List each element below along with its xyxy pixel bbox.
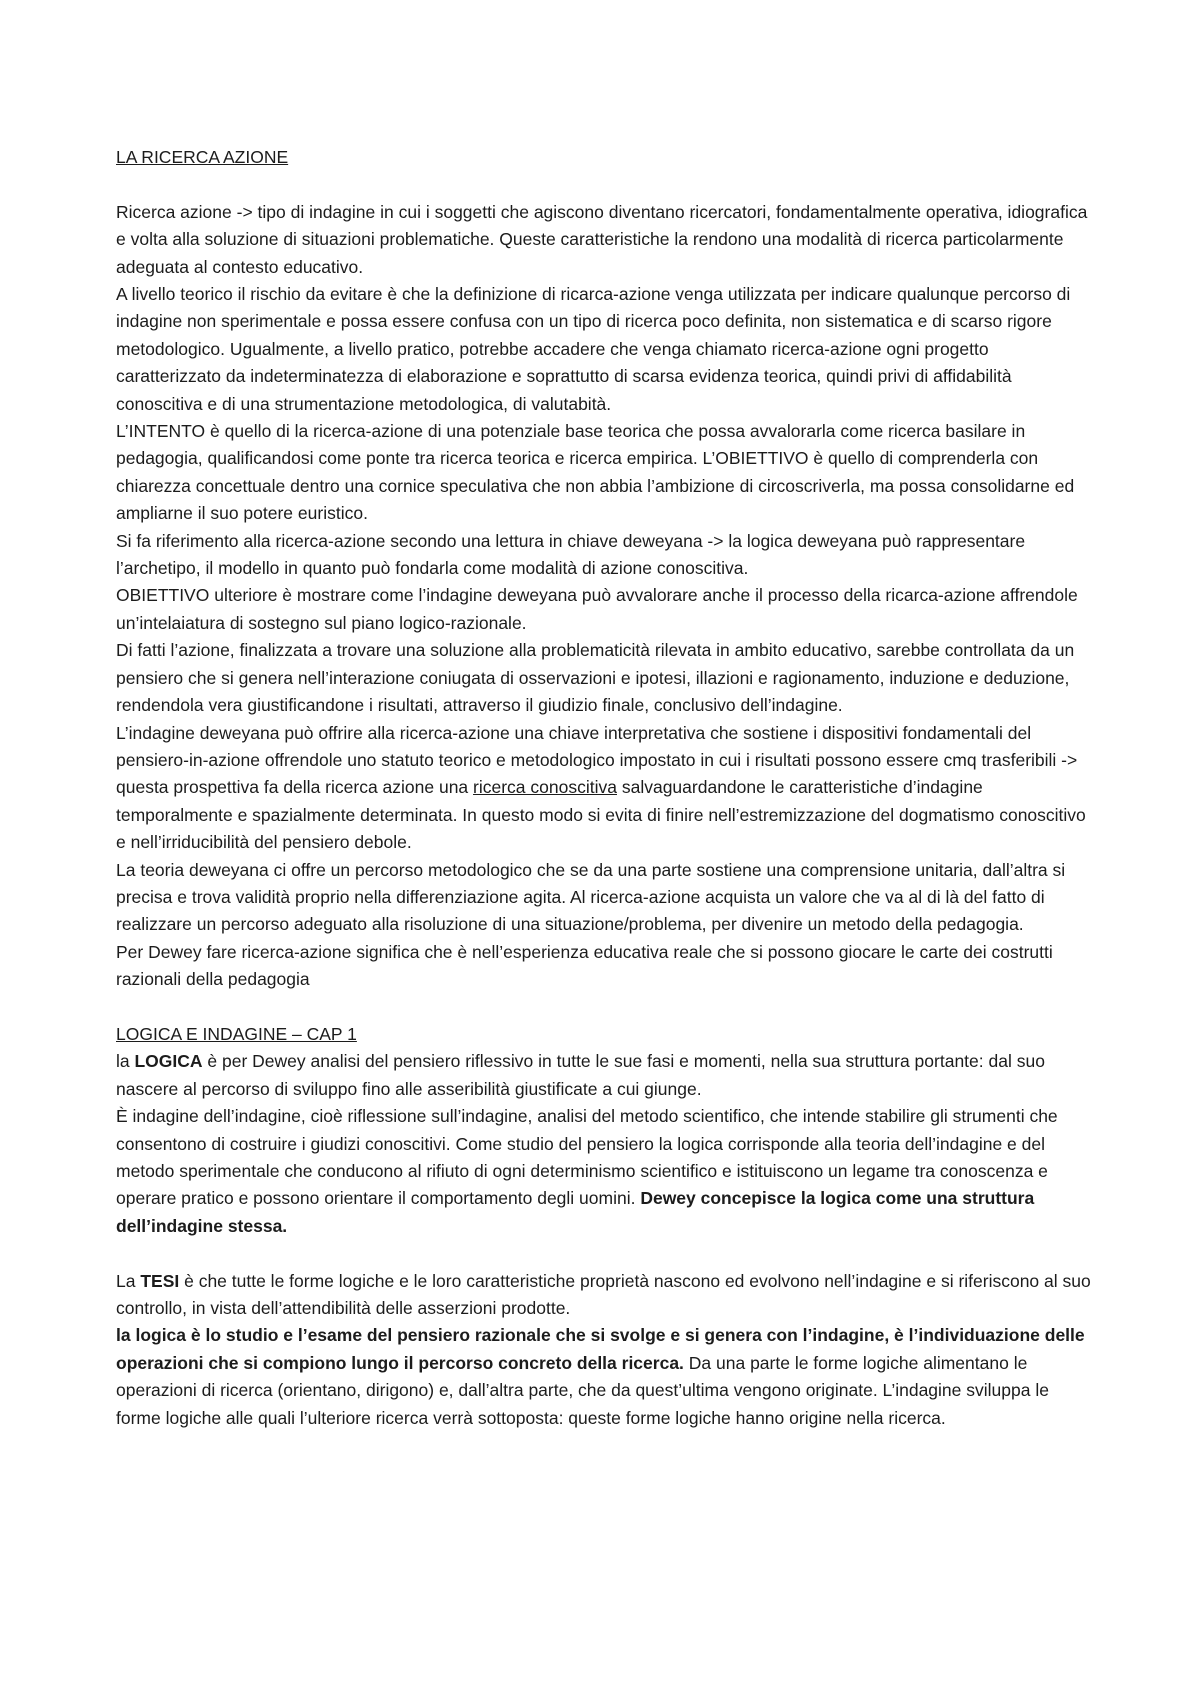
text-run: è per Dewey analisi del pensiero riflessivo in tutte le sue fasi e momenti, nella sua struttura portante: dal suo nascere al percorso di sviluppo fino alle asseribilità giustificate a cui giunge. <box>116 1051 1045 1099</box>
section-title-logica-indagine: LOGICA E INDAGINE – CAP 1 <box>116 1023 357 1044</box>
text-run: L’indagine deweyana può offrire alla ricerca-azione una chiave interpretativa che sostiene i dispositivi fondamentali del pensiero-in-azione offrendole uno statuto teorico e metodologico impostato in cui i risultati possono essere cmq trasferibili -> questa prospettiva fa della ricerca azione una <box>116 722 1078 798</box>
bold-term: LOGICA <box>134 1051 203 1072</box>
bold-sentence: Dewey concepisce la logica come una struttura dell’indagine stessa. <box>116 1188 1035 1236</box>
text-run: È indagine dell’indagine, cioè riflessione sull’indagine, analisi del metodo scientifico, che intende stabilire gli strumenti che consentono di costruire i giudizi conoscitivi. Come studio del pensiero la logica corrisponde alla teoria dell’indagine e del metodo sperimentale che conducono al rifiuto di ogni determinismo scientifico e istituiscono un legame tra conoscenza e operare pratico e possono orientare il comportamento degli uomini. <box>116 1106 1058 1209</box>
underlined-term: ricerca conoscitiva <box>473 777 617 798</box>
text-run: è che tutte le forme logiche e le loro caratteristiche proprietà nascono ed evolvono nell’indagine e si riferiscono al suo controllo, in vista dell’attendibilità delle asserzioni prodotte. <box>116 1270 1091 1319</box>
text-run: La <box>116 1270 141 1291</box>
bold-term: TESI <box>140 1270 180 1291</box>
paragraph <box>116 1048 1096 1103</box>
text-run: Da una parte le forme logiche alimentano le operazioni di ricerca (orientano, dirigono) e, dall’altra parte, che da quest’ultima vengono originate. L’indagine sviluppa le forme logiche alle quali l’ulteriore ricerca verrà sottoposta: queste forme logiche hanno origine nella ricerca. <box>116 1352 1049 1428</box>
spacer <box>116 1240 1096 1267</box>
text-run: la <box>116 1051 135 1072</box>
paragraph: A livello teorico il rischio da evitare è che la definizione di ricarca-azione venga utilizzata per indicare qualunque percorso di indagine non sperimentale e possa essere confusa con un tipo di ricerca poco definita, non sistematica e di scarso rigore metodologico. Ugualmente, a livello pratico, potrebbe accadere che venga chiamato ricerca-azione ogni progetto caratterizzato da indeterminatezza di elaborazione e soprattutto di scarsa evidenza teorica, quindi privi di affidabilità conoscitiva e di una strumentazione metodologica, di valutabità. <box>116 284 1071 414</box>
paragraph <box>116 1322 1096 1432</box>
paragraph <box>116 1268 1096 1323</box>
text-run: salvaguardandone le caratteristiche d’indagine temporalmente e spazialmente determinata. In questo modo si evita di finire nell’estremizzazione del dogmatismo conoscitivo e nell’irriducibilità del pensiero debole. <box>116 777 1086 853</box>
section-title-ricerca-azione: LA RICERCA AZIONE <box>116 147 289 167</box>
paragraph: Di fatti l’azione, finalizzata a trovare una soluzione alla problematicità rilevata in ambito educativo, sarebbe controllata da un pensiero che si genera nell’interazione coniugata di osservazioni e ipotesi, illazioni e ragionamento, induzione e deduzione, rendendola vera giustificandone i risultati, attraverso il giudizio finale, conclusivo dell’indagine. <box>116 640 1075 716</box>
bold-sentence: la logica è lo studio e l’esame del pensiero razionale che si svolge e si genera con l’indagine, è l’individuazione delle operazioni che si compiono lungo il percorso concreto della ricerca. <box>116 1325 1085 1373</box>
spacer <box>116 171 1096 198</box>
paragraph: La teoria deweyana ci offre un percorso metodologico che se da una parte sostiene una comprensione unitaria, dall’altra si precisa e trova validità proprio nella differenziazione agita. Al ricerca-azione acquista un valore che va al di là del fatto di realizzare un percorso adeguato alla risoluzione di una situazione/problema, per divenire un metodo della pedagogia. <box>116 859 1066 935</box>
paragraph: Per Dewey fare ricerca-azione significa che è nell’esperienza educativa reale che si possono giocare le carte dei costrutti razionali della pedagogia <box>116 941 1053 990</box>
paragraph: Ricerca azione -> tipo di indagine in cui i soggetti che agiscono diventano ricercatori, fondamentalmente operativa, idiografica e volta alla soluzione di situazioni problematiche. Queste caratteristiche la rendono una modalità di ricerca particolarmente adeguata al contesto educativo. <box>116 201 1088 277</box>
paragraph <box>116 720 1096 857</box>
paragraph: OBIETTIVO ulteriore è mostrare come l’indagine deweyana può avvalorare anche il processo della ricarca-azione affrendole un’intelaiatura di sostegno sul piano logico-razionale. <box>116 585 1078 633</box>
spacer <box>116 994 1096 1021</box>
paragraph: L’INTENTO è quello di la ricerca-azione di una potenziale base teorica che possa avvalorarla come ricerca basilare in pedagogia, qualificandosi come ponte tra ricerca teorica e ricerca empirica. L’OBIETTIVO è quello di comprenderla con chiarezza concettuale dentro una cornice speculativa che non abbia l’ambizione di circoscriverla, ma possa consolidarne ed ampliarne il suo potere euristico. <box>116 421 1075 524</box>
paragraph: Si fa riferimento alla ricerca-azione secondo una lettura in chiave deweyana -> la logica deweyana può rappresentare l’archetipo, il modello in quanto può fondarla come modalità di azione conoscitiva. <box>116 530 1026 579</box>
document-page <box>116 144 1096 1432</box>
paragraph <box>116 1103 1096 1240</box>
